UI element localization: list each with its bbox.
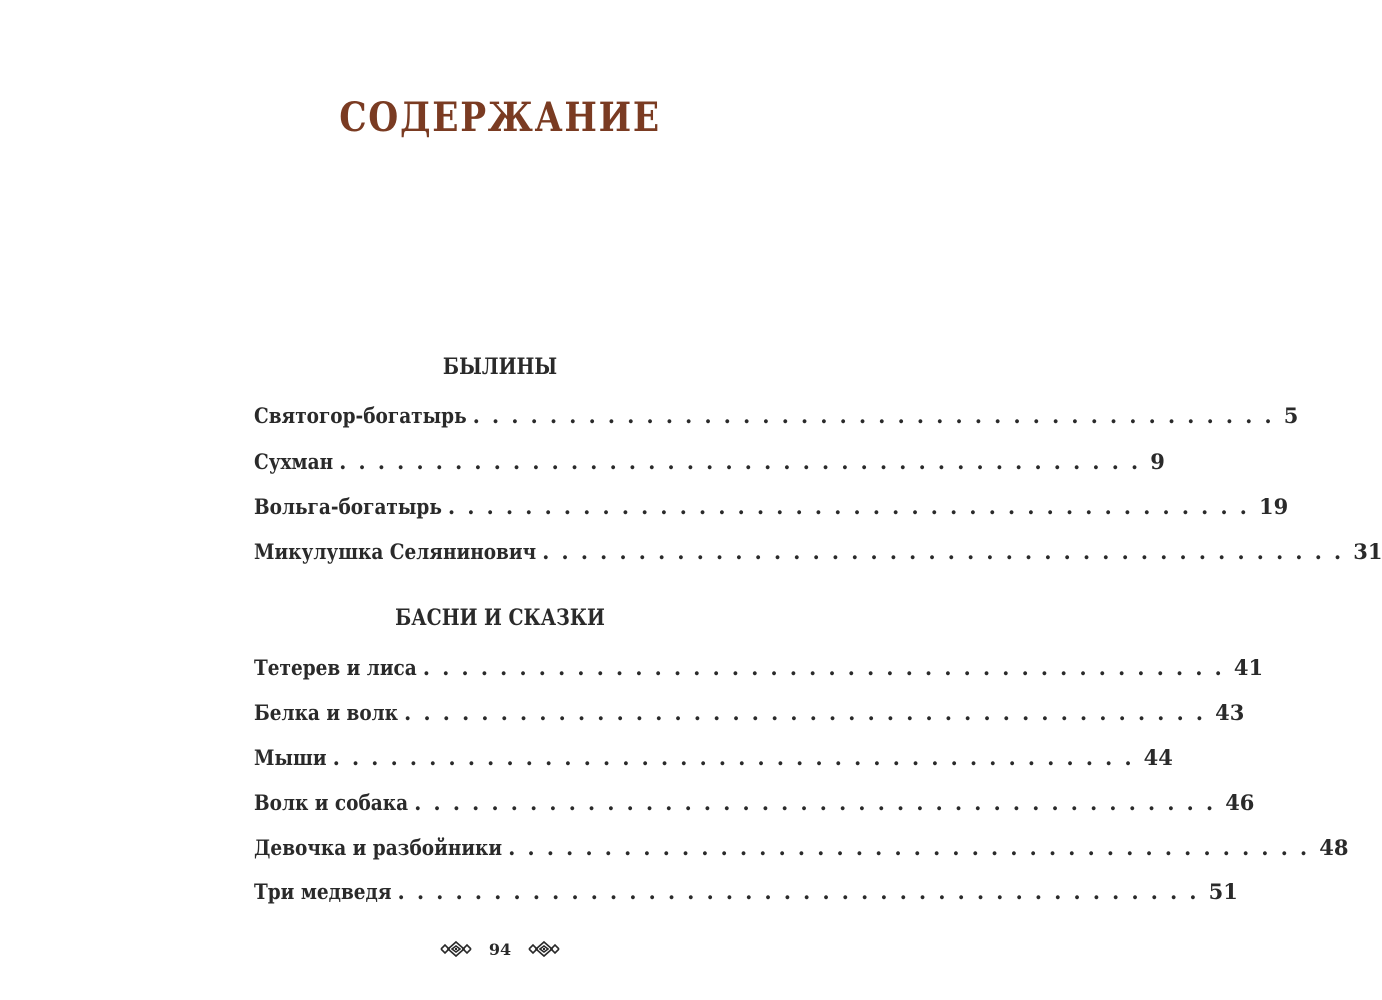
toc-entry[interactable] xyxy=(254,785,1255,821)
toc-leader-dots: .......................................... xyxy=(414,790,1226,815)
toc-entry[interactable] xyxy=(254,874,1238,910)
folk-ornament-icon xyxy=(527,940,561,958)
toc-entry[interactable] xyxy=(254,650,1264,686)
toc-entry-title: Вольга-богатырь xyxy=(254,494,442,519)
folk-ornament-icon xyxy=(439,940,473,958)
toc-leader-dots: .......................................... xyxy=(447,494,1259,519)
toc-entry-page: 44 xyxy=(1143,745,1173,770)
section-heading-basni: БАСНИ И СКАЗКИ xyxy=(395,605,605,631)
toc-entry-title: Микулушка Селянинович xyxy=(254,539,537,564)
toc-leader-dots: .......................................... xyxy=(422,655,1234,680)
toc-leader-dots: .......................................... xyxy=(472,403,1284,428)
toc-leader-dots: .......................................... xyxy=(508,835,1320,860)
toc-entry-page: 31 xyxy=(1353,539,1382,564)
section-heading-byliny: БЫЛИНЫ xyxy=(442,354,558,380)
toc-entry-page: 5 xyxy=(1283,403,1299,428)
toc-entry-page: 51 xyxy=(1208,879,1238,904)
toc-leader-dots: .......................................... xyxy=(542,539,1354,564)
page-footer xyxy=(0,934,1000,964)
toc-entry-page: 48 xyxy=(1319,835,1349,860)
toc-entry[interactable] xyxy=(254,740,1173,776)
toc-leader-dots: .......................................... xyxy=(404,700,1216,725)
toc-entry[interactable] xyxy=(254,398,1299,434)
toc-entry[interactable] xyxy=(254,444,1165,480)
toc-entry-title: Белка и волк xyxy=(254,700,399,725)
toc-entry-page: 9 xyxy=(1150,449,1165,474)
toc-entry-title: Святогор-богатырь xyxy=(254,403,467,428)
toc-leader-dots: .......................................... xyxy=(397,879,1209,904)
toc-leader-dots: .......................................... xyxy=(339,449,1151,474)
toc-entry-title: Три медведя xyxy=(254,879,392,904)
toc-entry[interactable] xyxy=(254,489,1289,525)
toc-entry[interactable] xyxy=(254,695,1245,731)
toc-entry-page: 46 xyxy=(1225,790,1255,815)
toc-entry-page: 43 xyxy=(1215,700,1245,725)
toc-entry-title: Мыши xyxy=(254,745,327,770)
toc-entry-page: 41 xyxy=(1233,655,1264,680)
toc-entry[interactable] xyxy=(254,830,1349,866)
toc-entry-page: 19 xyxy=(1258,494,1289,519)
toc-entry-title: Тетерев и лиса xyxy=(254,655,417,680)
page-title: СОДЕРЖАНИЕ xyxy=(339,94,661,141)
toc-leader-dots: .......................................... xyxy=(332,745,1144,770)
toc-entry-title: Девочка и разбойники xyxy=(254,835,503,860)
toc-entry[interactable] xyxy=(254,534,1382,570)
toc-entry-title: Сухман xyxy=(254,449,334,474)
toc-entry-title: Волк и собака xyxy=(254,790,409,815)
page-number: 94 xyxy=(488,939,512,959)
